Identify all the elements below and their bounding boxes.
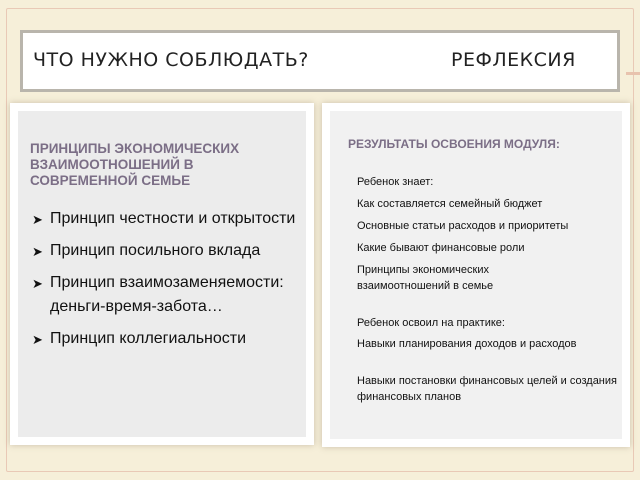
bullet-icon: ➤ bbox=[32, 212, 43, 227]
title-accent-line bbox=[626, 72, 640, 75]
list-item: Как составляется семейный бюджет bbox=[357, 198, 543, 210]
principles-heading: ПРИНЦИПЫ ЭКОНОМИЧЕСКИХ ВЗАИМООТНОШЕНИЙ В СОВРЕМЕННОЙ СЕМЬЕ bbox=[30, 141, 240, 188]
list-item bbox=[32, 239, 302, 263]
principle-text: Принцип посильного вклада bbox=[50, 242, 261, 259]
principles-list bbox=[32, 207, 302, 359]
bullet-icon: ➤ bbox=[32, 332, 43, 347]
practice-label: Ребенок освоил на практике: bbox=[357, 317, 505, 329]
title-bar bbox=[20, 30, 620, 92]
principle-text: Принцип коллегиальности bbox=[50, 330, 247, 347]
principle-text: Принцип честности и открытости bbox=[50, 210, 296, 227]
results-heading: РЕЗУЛЬТАТЫ ОСВОЕНИЯ МОДУЛЯ: bbox=[348, 137, 560, 151]
bullet-icon: ➤ bbox=[32, 276, 43, 291]
reflection-label: РЕФЛЕКСИЯ bbox=[451, 49, 576, 71]
principles-panel bbox=[18, 111, 306, 437]
list-item: Какие бывают финансовые роли bbox=[357, 242, 525, 254]
list-item: Навыки постановки финансовых целей и создания финансовых планов bbox=[357, 375, 617, 403]
results-card bbox=[322, 103, 630, 447]
results-panel bbox=[330, 111, 622, 439]
list-item: Принципы экономических взаимоотношений в семье bbox=[357, 264, 494, 292]
principle-text: Принцип взаимозаменяемости: деньги-время-забота… bbox=[50, 274, 284, 315]
slide-title: ЧТО НУЖНО СОБЛЮДАТЬ? bbox=[33, 49, 309, 71]
list-item: Навыки планирования доходов и расходов bbox=[357, 338, 577, 350]
knows-label: Ребенок знает: bbox=[357, 176, 434, 188]
list-item bbox=[32, 207, 302, 231]
list-item bbox=[32, 327, 302, 351]
list-item: Основные статьи расходов и приоритеты bbox=[357, 220, 569, 232]
list-item bbox=[32, 271, 302, 319]
principles-card bbox=[10, 103, 314, 445]
bullet-icon: ➤ bbox=[32, 244, 43, 259]
